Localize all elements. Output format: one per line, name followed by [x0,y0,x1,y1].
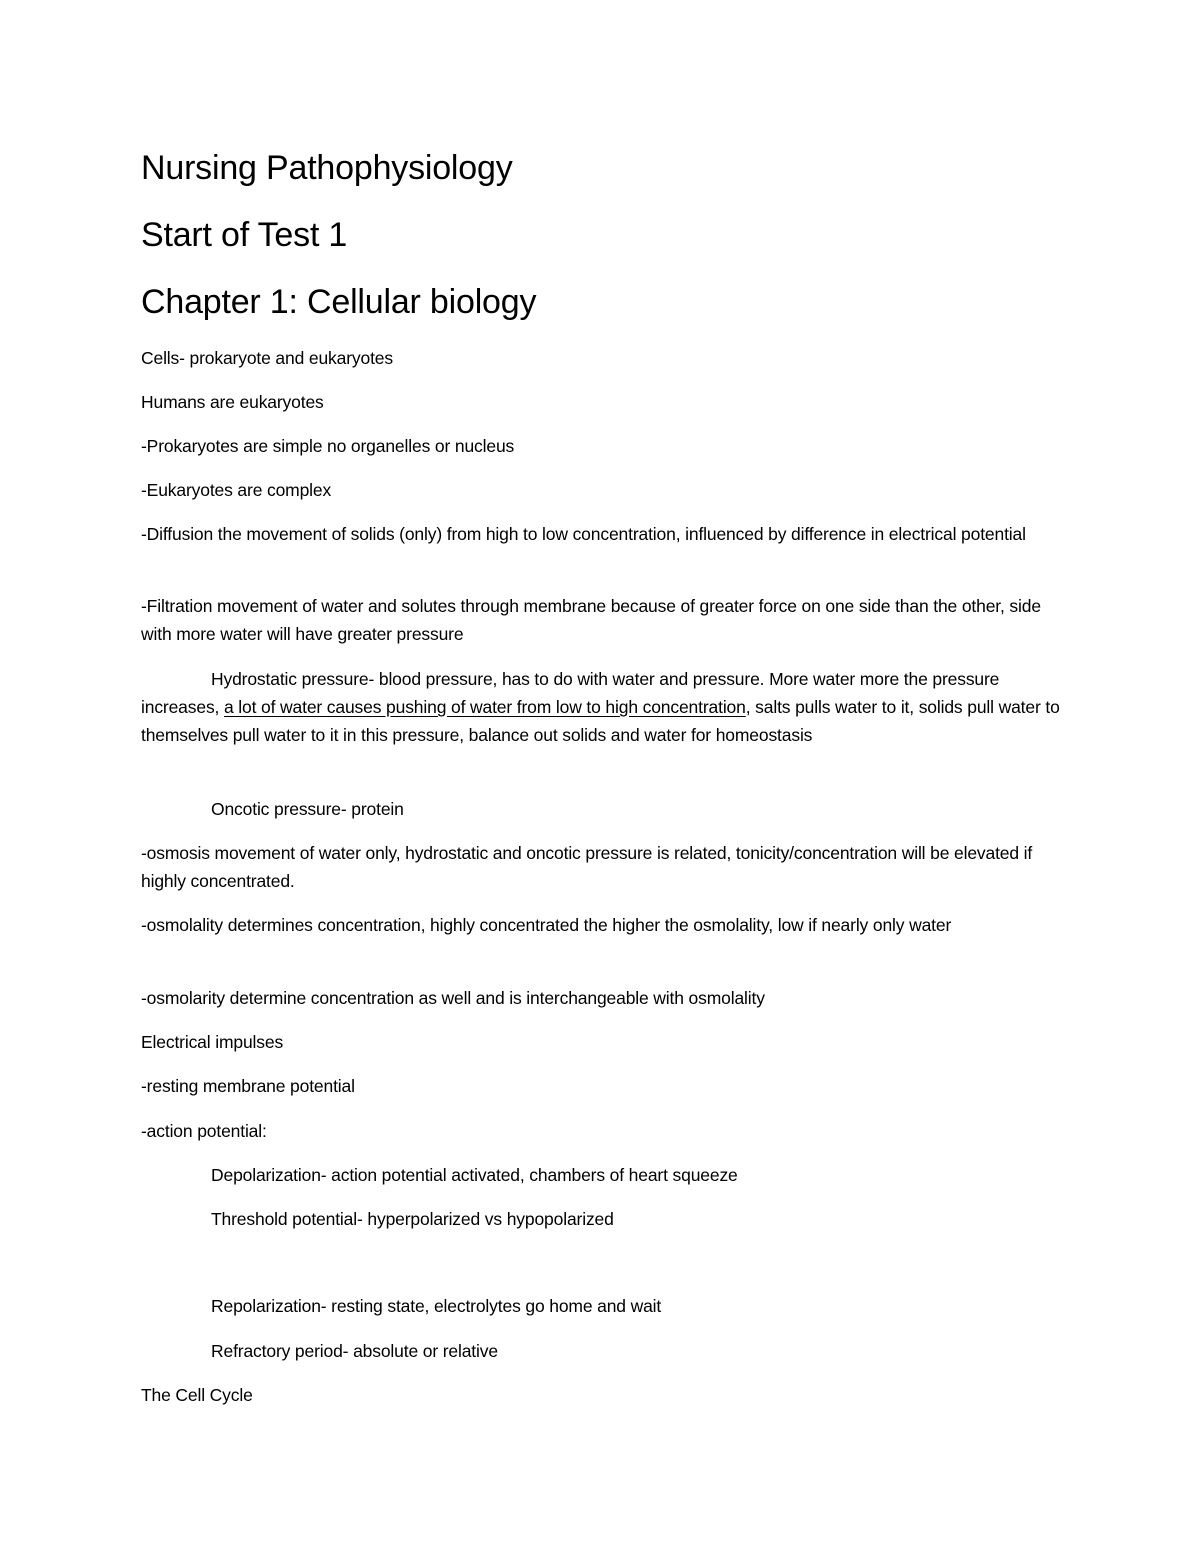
note-prokaryotes: -Prokaryotes are simple no organelles or nucleus [141,436,515,456]
note-cell-cycle: The Cell Cycle [141,1385,253,1405]
note-osmolality: -osmolality determines concentration, highly concentrated the higher the osmolality, low if nearly only water [141,915,952,935]
note-action-potential: -action potential: [141,1121,267,1141]
note-repolarization: Repolarization- resting state, electrolytes go home and wait [211,1296,662,1316]
note-refractory-period: Refractory period- absolute or relative [211,1341,498,1361]
note-osmolarity: -osmolarity determine concentration as well and is interchangeable with osmolality [141,988,765,1008]
note-oncotic-pressure: Oncotic pressure- protein [211,799,404,819]
document-title: Nursing Pathophysiology [141,149,513,187]
note-diffusion: -Diffusion the movement of solids (only) from high to low concentration, influenced by difference in electrical potential [141,524,1026,544]
hydrostatic-text-start: Hydrostatic pressure- blood pressure, has to do with water and pressure. More water more the pressure increases, [141,669,1000,717]
note-filtration: -Filtration movement of water and solutes through membrane because of greater force on one side than the other, side with more water will have greater pressure [141,596,1041,644]
note-electrical-impulses: Electrical impulses [141,1032,284,1052]
note-hydrostatic-pressure [141,665,1066,749]
document-subtitle: Start of Test 1 [141,216,348,254]
chapter-heading: Chapter 1: Cellular biology [141,283,537,321]
note-threshold-potential: Threshold potential- hyperpolarized vs hypopolarized [211,1209,614,1229]
note-eukaryotes: -Eukaryotes are complex [141,480,332,500]
note-humans: Humans are eukaryotes [141,392,324,412]
hydrostatic-text-end: , salts pulls water to it, solids pull water to themselves pull water to it in this pressure, balance out solids and water for homeostasis [141,697,1060,745]
hydrostatic-underlined-text: a lot of water causes pushing of water from low to high concentration [223,697,746,717]
note-resting-membrane-potential: -resting membrane potential [141,1076,355,1096]
note-cells: Cells- prokaryote and eukaryotes [141,348,393,368]
note-osmosis: -osmosis movement of water only, hydrostatic and oncotic pressure is related, tonicity/concentration will be elevated if highly concentrated. [141,843,1033,891]
note-depolarization: Depolarization- action potential activated, chambers of heart squeeze [211,1165,738,1185]
